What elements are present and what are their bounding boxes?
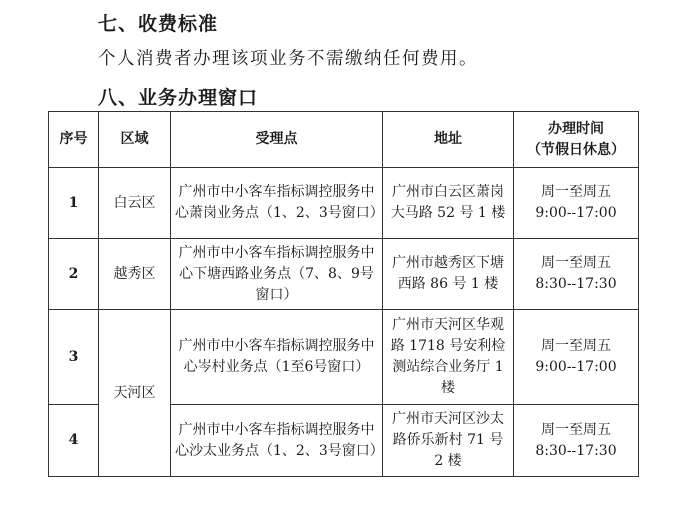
row-district: 天河区 xyxy=(99,310,171,477)
header-hours-line1: 办理时间 xyxy=(548,120,604,137)
row-no: 2 xyxy=(49,239,99,310)
row-address: 广州市天河区沙太路侨乐新村 71 号 2 楼 xyxy=(383,405,514,477)
table-row xyxy=(49,310,639,405)
row-point: 广州市中小客车指标调控服务中心岑村业务点（1至6号窗口） xyxy=(171,310,383,405)
section-7-text: 个人消费者办理该项业务不需缴纳任何费用。 xyxy=(98,49,478,69)
row-time: 9:00--17:00 xyxy=(535,205,617,221)
header-address: 地址 xyxy=(383,112,514,168)
row-no: 3 xyxy=(49,310,99,405)
table-row xyxy=(49,168,639,239)
table-header-row xyxy=(49,112,639,168)
header-point: 受理点 xyxy=(171,112,383,168)
row-point: 广州市中小客车指标调控服务中心萧岗业务点（1、2、3号窗口） xyxy=(171,168,383,239)
row-hours xyxy=(514,168,639,239)
row-district: 白云区 xyxy=(99,168,171,239)
row-days: 周一至周五 xyxy=(541,421,611,438)
header-no: 序号 xyxy=(49,112,99,168)
row-time: 8:30--17:30 xyxy=(535,276,617,292)
row-point: 广州市中小客车指标调控服务中心沙太业务点（1、2、3号窗口） xyxy=(171,405,383,477)
row-address: 广州市越秀区下塘西路 86 号 1 楼 xyxy=(383,239,514,310)
row-hours xyxy=(514,405,639,477)
service-window-table xyxy=(48,111,639,477)
row-no: 4 xyxy=(49,405,99,477)
table-row xyxy=(49,239,639,310)
row-days: 周一至周五 xyxy=(541,255,611,271)
section-7-heading: 七、收费标准 xyxy=(98,13,219,35)
header-district: 区域 xyxy=(99,112,171,168)
row-hours xyxy=(514,239,639,310)
row-no: 1 xyxy=(49,168,99,239)
row-address: 广州市天河区华观路 1718 号安利检测站综合业务厅 1 楼 xyxy=(383,310,514,405)
row-days: 周一至周五 xyxy=(541,338,611,354)
row-time: 9:00--17:00 xyxy=(535,359,617,375)
section-8-heading: 八、业务办理窗口 xyxy=(98,87,259,109)
row-hours xyxy=(514,310,639,405)
header-hours xyxy=(514,112,639,168)
row-days: 周一至周五 xyxy=(541,184,611,200)
row-address: 广州市白云区萧岗大马路 52 号 1 楼 xyxy=(383,168,514,239)
row-point: 广州市中小客车指标调控服务中心下塘西路业务点（7、8、9号窗口） xyxy=(171,239,383,310)
row-district: 越秀区 xyxy=(99,239,171,310)
header-hours-line2: （节假日休息） xyxy=(527,141,625,158)
row-time: 8:30--17:30 xyxy=(535,442,617,459)
